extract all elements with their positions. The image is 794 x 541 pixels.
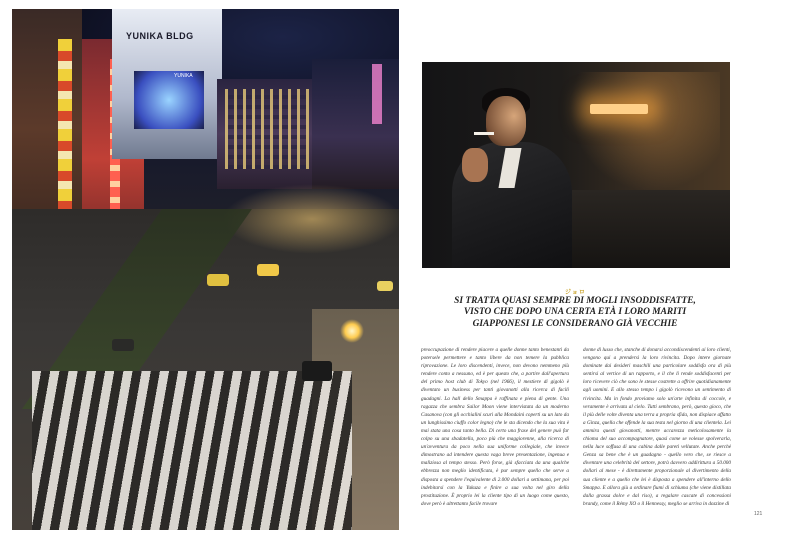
car xyxy=(302,361,332,381)
window-lights xyxy=(225,89,309,169)
street-lamp xyxy=(340,319,364,343)
lit-office-building xyxy=(217,79,317,189)
crosswalk xyxy=(32,371,352,530)
yunika-small-sign: YUNIKA xyxy=(174,73,193,79)
pink-neon xyxy=(372,64,382,124)
man-hand xyxy=(462,148,488,182)
cigarette xyxy=(474,132,494,135)
article-column-right: donne di lusso che, stanche di donarsi accondiscendenti ai loro clienti, vengono qui a prendersi la loro rivincita. Dopo intere giornate dominate dai desideri maschili una particolare soddisfa ora di più sentirsi al vertice di un rapporto, e il che li rende soddisfacenti per loro ricevere ciò che sono le stesse costrette a offrire quotidianamente agli uomini. E allo stesso tempo i gigolò ricevono un sentimento di rivincita. Ma in fondo proviamo solo un'arte infinita di coccole, e veramente è arrivata al cielo. Tutti sembrano, però, questo gioco, che il più delle volte diventa una terra a propria sfida, non dispiace affatto a Ginza, quella che offende la sua testa nel giorno di una clientela. Lei ammira questi giovanotti, mentre accarezza meticolosamente la chioma del suo accompagnatore, quasi come se volesse spolverarla, nella luce soffusa di una cabina dalle pareti vellutate. Anche perché Genza sa bene che è un guadagno - quello vero che, se riesce a diventare una celebrità del settore, potrà davvero addirittura a 50.000 dollari al mese - è direttamente proporzionale al divertimento della sua cliente e a quello che lei è disposta a spendere all'interno dello Smappa. E allora giù a ordinare fiumi di schiuma (che viene distillata dalla grassa dolce e dal riso), a regalare cascate di concessioni brandy, come il Rémy XO o il Hennessy, meglio se arriva in dozzine di xyxy=(583,347,731,506)
pull-quote xyxy=(430,296,720,330)
car xyxy=(112,339,134,351)
traffic-glow xyxy=(222,184,399,254)
pull-quote-line: SI TRATTA QUASI SEMPRE DI MOGLI INSODDISFATTE, xyxy=(454,296,696,306)
article-body xyxy=(421,346,731,506)
taxi xyxy=(377,281,393,291)
section-mark: ジョロ xyxy=(565,290,586,296)
pull-quote-line: VISTO CHE DOPO UNA CERTA ETÀ I LORO MARITI xyxy=(463,307,687,318)
pull-quote-line: GIAPPONESI LE CONSIDERANO GIÀ VECCHIE xyxy=(472,318,678,329)
wall-lamp xyxy=(590,104,648,114)
page-number: 121 xyxy=(754,511,763,517)
smoking-man-photo xyxy=(422,62,730,268)
wall-glow xyxy=(570,72,720,192)
man-face xyxy=(486,96,526,146)
bench xyxy=(572,190,730,268)
article-column-left: preoccupazione di rendere piacere a quelle donne tanto benestanti da potersele permettere e tanto libere da non temere la pubblica riprovazione. Le loro discendenti, invece, non devono nemmeno più rendere conto a nessuno, ed è per questo che, a partire dall'apertura del primo host club di Tokyo (nel 1966), il mestiere di gigolò è diventato un business per tanti giovanotti alla ricerca di facili guadagni. La hall dello Smappa è raffinata e piena di gente. Una ragazza che sembra Sailor Moon viene intervistata da un moderno Casanova (con gli occhialini scuri alla Mondaini coperti su un lato da un lunghissimo ciuffo color legno) che le sta dicendo che la sua vita è mai stata una cosa tanto bella. Di certo una frase del genere può far colpo su una sbadatella, poco più che maggiorenne, alla ricerca di un'avventura da poco nella sua uniforme collegiale, che invece dimostrano ad intendere questa vaga breve presentazione, ingenua e maliziosa al tempo stesso. Però forse, già sfacciata da una qualche ebbrezza non meglio identificata, è pur sempre quello che serve a disposta a spendere l'equivalente di 2.000 dollari a settimana, per poi indebitarsi con la Yakuza e finire a sua volta nel giro della prostituzione. È proprio lei la cliente tipo di un luogo come questo, dove però è altrettanto facile trovare xyxy=(421,347,569,506)
yunika-building xyxy=(112,9,222,159)
tokyo-night-street-photo xyxy=(12,9,399,530)
yunika-building-sign: YUNIKA BLDG xyxy=(126,31,194,41)
video-screen xyxy=(134,71,204,129)
taxi xyxy=(257,264,279,276)
taxi xyxy=(207,274,229,286)
distant-building xyxy=(312,59,399,189)
